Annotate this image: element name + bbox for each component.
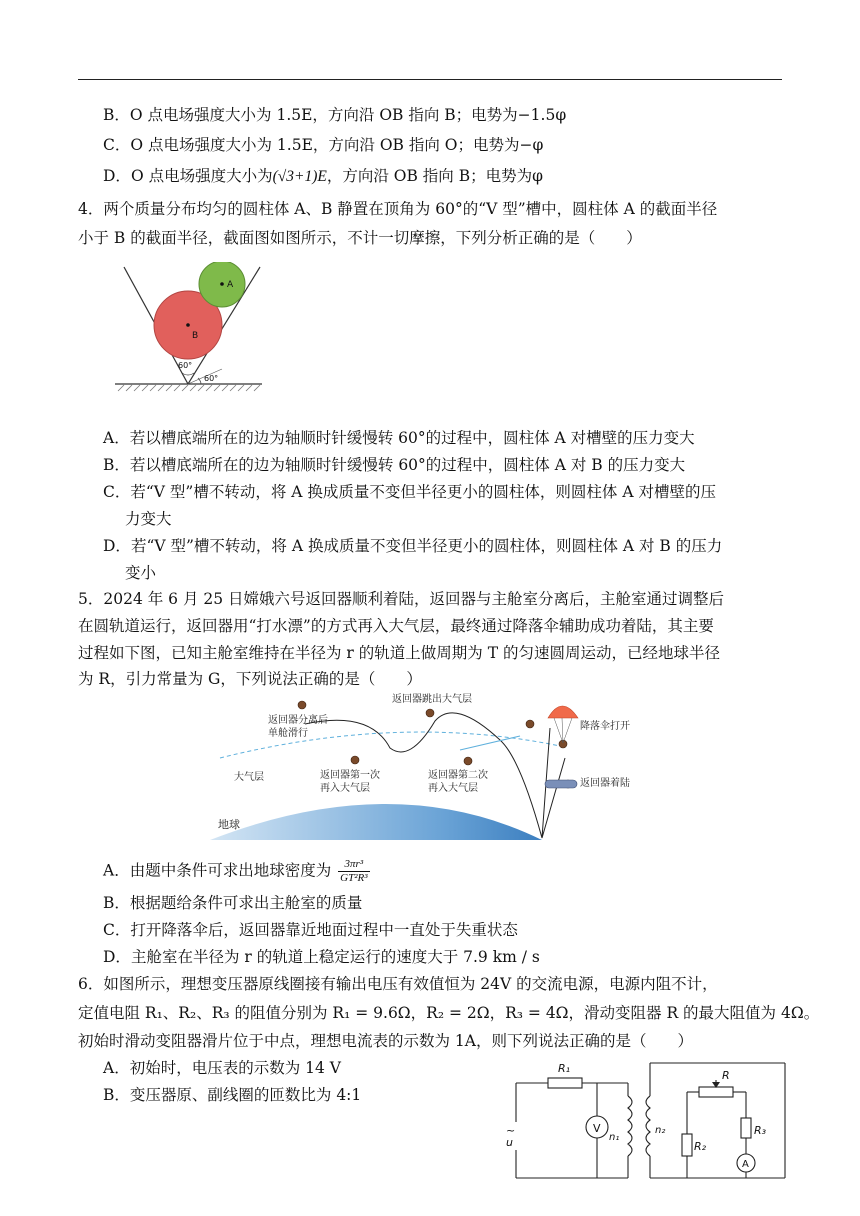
label-ac-symbol: ~ bbox=[506, 1124, 516, 1137]
label-skip-out: 返回器跳出大气层 bbox=[392, 694, 472, 705]
q6-stem-line2: 定值电阻 R₁、R₂、R₃ 的阻值分别为 R₁ = 9.6Ω，R₂ = 2Ω，R₃ = 4Ω，滑动变阻器 R 的最大阻值为 4Ω。 bbox=[78, 1004, 820, 1022]
q5-stem-line2: 在圆轨道运行，返回器用“打水漂”的方式再入大气层，最终通过降落伞辅助成功着陆，其主要 bbox=[78, 617, 714, 635]
q5-stem-line1: 5．2024 年 6 月 25 日嫦娥六号返回器顺利着陆，返回器与主舱室分离后，主舱室通过调整后 bbox=[78, 590, 725, 608]
q5-option-c: C．打开降落伞后，返回器靠近地面过程中一直处于失重状态 bbox=[103, 921, 518, 939]
q4-option-c: C．若“V 型”槽不转动，将 A 换成质量不变但半径更小的圆柱体，则圆柱体 A 对槽壁的压 bbox=[103, 483, 716, 501]
transformer-circuit bbox=[498, 1058, 788, 1186]
q5-option-a: A．由题中条件可求出地球密度为 $\frac{\text{3πr³}}{\text{GT²R³}}$ bbox=[103, 858, 368, 884]
v-groove-figure bbox=[110, 262, 270, 394]
rheostat-r bbox=[699, 1087, 733, 1097]
resistor-r2 bbox=[682, 1134, 692, 1156]
ground-hatch bbox=[118, 385, 260, 391]
reentry-figure bbox=[200, 688, 660, 848]
q6-option-b: B．变压器原、副线圈的匝数比为 4:1 bbox=[103, 1086, 362, 1104]
label-r2: R₂ bbox=[694, 1140, 707, 1153]
q3-option-d: D．O 点电场强度大小为(√3+1)E，方向沿 OB 指向 B；电势为φ bbox=[103, 167, 543, 185]
q5-option-d: D．主舱室在半径为 r 的轨道上稳定运行的速度大于 7.9 km / s bbox=[103, 948, 540, 966]
q4-option-c-cont: 力变大 bbox=[125, 510, 172, 528]
angle-bottom-label: 60° bbox=[204, 374, 219, 383]
label-r3: R₃ bbox=[754, 1124, 767, 1137]
label-atmosphere: 大气层 bbox=[234, 772, 264, 783]
earth-surface bbox=[210, 804, 542, 840]
q6-stem-line3: 初始时滑动变阻器滑片位于中点，理想电流表的示数为 1A，则下列说法正确的是（ ） bbox=[78, 1032, 693, 1050]
label-b: B bbox=[192, 331, 199, 341]
label-u: u bbox=[506, 1136, 513, 1149]
q4-option-b: B．若以槽底端所在的边为轴顺时针缓慢转 60°的过程中，圆柱体 A 对 B 的压力变大 bbox=[103, 456, 686, 474]
label-r1: R₁ bbox=[558, 1062, 571, 1075]
label-parachute: 降落伞打开 bbox=[580, 721, 630, 732]
secondary-coil bbox=[646, 1096, 650, 1156]
label-n2: n₂ bbox=[655, 1125, 666, 1136]
label-n1: n₁ bbox=[609, 1132, 620, 1143]
label-first-reentry: 返回器第一次 bbox=[320, 770, 380, 781]
q4-option-a: A．若以槽底端所在的边为轴顺时针缓慢转 60°的过程中，圆柱体 A 对槽壁的压力变大 bbox=[103, 429, 695, 447]
label-separation-2: 单舱滑行 bbox=[268, 728, 308, 739]
resistor-r1 bbox=[548, 1078, 582, 1088]
q6-stem-line1: 6．如图所示，理想变压器原线圈接有输出电压有效值恒为 24V 的交流电源，电源内阻不计， bbox=[78, 975, 718, 993]
svg-text:A: A bbox=[742, 1159, 749, 1170]
label-landing: 返回器着陆 bbox=[580, 778, 630, 789]
label-r: R bbox=[722, 1069, 730, 1082]
resistor-r3 bbox=[741, 1118, 751, 1138]
q3-option-c: C．O 点电场强度大小为 1.5E，方向沿 OB 指向 O；电势为−φ bbox=[103, 136, 544, 154]
primary-coil bbox=[628, 1096, 632, 1156]
q5-stem-line4: 为 R，引力常量为 G，下列说法正确的是（ ） bbox=[78, 670, 422, 688]
q4-option-d-cont: 变小 bbox=[125, 564, 157, 582]
angle-top-label: 60° bbox=[178, 361, 193, 370]
label-separation: 返回器分离后 bbox=[268, 715, 328, 726]
label-a: A bbox=[227, 280, 234, 290]
label-second-reentry-2: 再入大气层 bbox=[428, 783, 478, 794]
angle-arc-top bbox=[182, 373, 194, 375]
header-rule bbox=[78, 79, 782, 80]
q5-option-b: B．根据题给条件可求出主舱室的质量 bbox=[103, 894, 363, 912]
label-first-reentry-2: 再入大气层 bbox=[320, 783, 370, 794]
q6-option-a: A．初始时，电压表的示数为 14 V bbox=[103, 1059, 341, 1077]
q4-stem-line1: 4．两个质量分布均匀的圆柱体 A、B 静置在顶角为 60°的“V 型”槽中，圆柱体 A 的截面半径 bbox=[78, 200, 718, 218]
svg-text:V: V bbox=[593, 1122, 601, 1135]
landed-capsule-icon bbox=[545, 780, 577, 788]
label-second-reentry: 返回器第二次 bbox=[428, 770, 488, 781]
q4-option-d: D．若“V 型”槽不转动，将 A 换成质量不变但半径更小的圆柱体，则圆柱体 A 对 B 的压力 bbox=[103, 537, 723, 555]
parachute-icon bbox=[548, 706, 578, 718]
q3-option-b: B．O 点电场强度大小为 1.5E，方向沿 OB 指向 B；电势为−1.5φ bbox=[103, 106, 567, 124]
density-fraction: $\frac{\text{3πr³}}{\text{GT²R³}}$ bbox=[340, 858, 368, 884]
q4-stem-line2: 小于 B 的截面半径，截面图如图所示，不计一切摩擦，下列分析正确的是（ ） bbox=[78, 229, 642, 247]
math-expression: (√3+1)E bbox=[272, 168, 327, 185]
label-earth: 地球 bbox=[218, 818, 240, 831]
q5-stem-line3: 过程如下图，已知主舱室维持在半径为 r 的轨道上做周期为 T 的匀速圆周运动，已经地球半径 bbox=[78, 644, 720, 662]
